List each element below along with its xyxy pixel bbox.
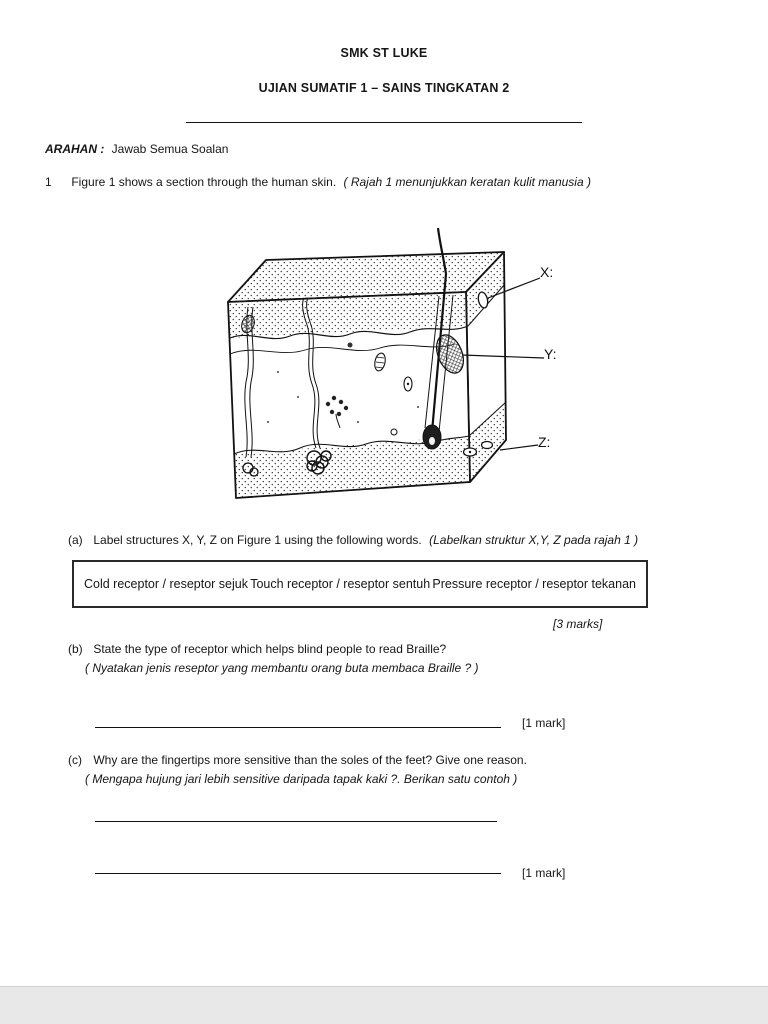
part-c-text-ms: ( Mengapa hujung jari lebih sensitive daripada tapak kaki ?. Berikan satu contoh ) bbox=[85, 772, 518, 786]
part-c-marks: [1 mark] bbox=[522, 866, 566, 880]
part-c-answer-line-1 bbox=[95, 806, 497, 822]
instructions-label: ARAHAN : bbox=[45, 142, 105, 156]
question-1-text-en: Figure 1 shows a section through the human skin. bbox=[71, 175, 337, 189]
question-1-stem bbox=[45, 175, 735, 189]
part-b-text-ms: ( Nyatakan jenis reseptor yang membantu orang buta membaca Braille ? ) bbox=[85, 661, 479, 675]
part-c-label: (c) bbox=[68, 753, 82, 767]
word-option-pressure-receptor: Pressure receptor / reseptor tekanan bbox=[432, 577, 636, 591]
part-a-marks: [3 marks] bbox=[553, 617, 603, 631]
part-b-answer-line bbox=[95, 712, 501, 728]
part-b-stem bbox=[68, 642, 728, 656]
figure-1-skin-section bbox=[208, 222, 568, 514]
word-options-box bbox=[72, 560, 648, 608]
part-c-text-en: Why are the fingertips more sensitive than the soles of the feet? Give one reason. bbox=[93, 753, 527, 767]
skin-section-illustration bbox=[208, 222, 568, 514]
part-a-text-en: Label structures X, Y, Z on Figure 1 using the following words. bbox=[93, 533, 422, 547]
figure-label-y: Y: bbox=[544, 346, 557, 362]
word-option-cold-receptor: Cold receptor / reseptor sejuk bbox=[84, 577, 248, 591]
part-a-label: (a) bbox=[68, 533, 83, 547]
page-bottom-gap bbox=[0, 986, 768, 1024]
part-b-marks: [1 mark] bbox=[522, 716, 566, 730]
part-a-stem bbox=[68, 533, 728, 547]
title-rule bbox=[186, 122, 582, 123]
part-b-text-en: State the type of receptor which helps blind people to read Braille? bbox=[93, 642, 447, 656]
question-1-number: 1 bbox=[45, 175, 52, 189]
part-c-stem bbox=[68, 753, 728, 767]
instructions bbox=[45, 142, 228, 156]
part-c-answer-line-2 bbox=[95, 858, 501, 874]
part-a-text-ms: (Labelkan struktur X,Y, Z pada rajah 1 ) bbox=[429, 533, 639, 547]
word-option-touch-receptor: Touch receptor / reseptor sentuh bbox=[250, 577, 431, 591]
figure-label-z: Z: bbox=[538, 434, 551, 450]
part-b-label: (b) bbox=[68, 642, 83, 656]
instructions-text: Jawab Semua Soalan bbox=[111, 142, 229, 156]
exam-title: UJIAN SUMATIF 1 – SAINS TINGKATAN 2 bbox=[258, 81, 510, 95]
figure-label-x: X: bbox=[540, 264, 554, 280]
question-1-text-ms: ( Rajah 1 menunjukkan keratan kulit manusia ) bbox=[343, 175, 591, 189]
school-title: SMK ST LUKE bbox=[340, 46, 428, 60]
skin-box bbox=[228, 252, 506, 498]
